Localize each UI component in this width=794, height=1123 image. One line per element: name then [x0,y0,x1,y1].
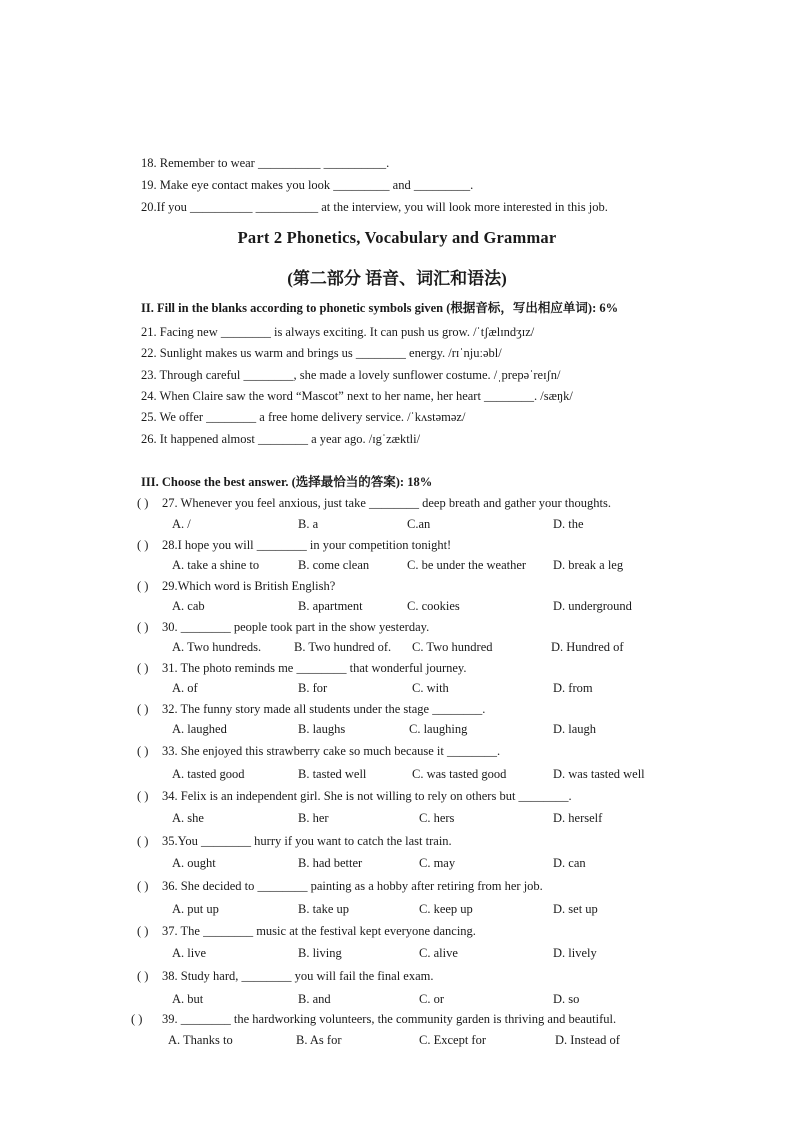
question-30-option-c: C. Two hundred [412,640,493,654]
answer-bracket: ( ) [137,879,149,893]
question-28-option-a: A. take a shine to [172,558,260,572]
answer-bracket: ( ) [137,744,149,758]
question-29-option-d: D. underground [553,599,632,613]
question-36-stem: 36. She decided to ________ painting as a hobby after retiring from her job. [162,879,543,893]
question-39-option-a: A. Thanks to [168,1033,233,1047]
question-37-option-b: B. living [298,946,342,960]
answer-bracket: ( ) [137,538,149,552]
question-33-option-d: D. was tasted well [553,767,645,781]
question-36-option-b: B. take up [298,902,350,916]
question-21: 21. Facing new ________ is always exciting. It can push us grow. /ˈtʃælɪndʒɪz/ [141,325,535,339]
question-30-stem: 30. ________ people took part in the show yesterday. [162,620,430,634]
question-31-stem: 31. The photo reminds me ________ that wonderful journey. [162,661,467,675]
question-26: 26. It happened almost ________ a year ago. /ɪgˈzæktli/ [141,432,421,446]
question-28-option-b: B. come clean [298,558,370,572]
question-35-option-c: C. may [419,856,456,870]
answer-bracket: ( ) [137,789,149,803]
answer-bracket: ( ) [137,702,149,716]
question-27-option-b: B. a [298,517,319,531]
question-30-option-b: B. Two hundred of. [294,640,392,654]
question-30-option-a: A. Two hundreds. [172,640,262,654]
question-29-option-a: A. cab [172,599,205,613]
question-28-stem: 28.I hope you will ________ in your competition tonight! [162,538,452,552]
question-27-option-d: D. the [553,517,584,531]
question-29-stem: 29.Which word is British English? [162,579,336,593]
question-38-option-b: B. and [298,992,331,1006]
question-30-option-d: D. Hundred of [551,640,624,654]
question-36-option-d: D. set up [553,902,598,916]
question-37-option-c: C. alive [419,946,458,960]
question-25: 25. We offer ________ a free home delivery service. /ˈkʌstəməz/ [141,410,466,424]
question-38-stem: 38. Study hard, ________ you will fail the final exam. [162,969,434,983]
question-36-option-c: C. keep up [419,902,473,916]
question-18: 18. Remember to wear __________ __________. [141,156,390,170]
question-37-stem: 37. The ________ music at the festival kept everyone dancing. [162,924,476,938]
answer-bracket: ( ) [137,620,149,634]
section2-heading: II. Fill in the blanks according to phonetic symbols given (根据音标，写出相应单词): 6% [141,301,619,315]
question-38-option-d: D. so [553,992,580,1006]
question-35-option-d: D. can [553,856,586,870]
question-33-option-a: A. tasted good [172,767,245,781]
question-22: 22. Sunlight makes us warm and brings us ________ energy. /rɪˈnjuːəbl/ [141,346,502,360]
part2-subtitle: (第二部分 语音、词汇和语法) [287,269,507,288]
question-33-option-c: C. was tasted good [412,767,507,781]
answer-bracket: ( ) [137,834,149,848]
question-34-option-c: C. hers [419,811,455,825]
question-33-option-b: B. tasted well [298,767,367,781]
question-33-stem: 33. She enjoyed this strawberry cake so much because it ________. [162,744,501,758]
question-29-option-b: B. apartment [298,599,363,613]
answer-bracket: ( ) [137,496,149,510]
question-36-option-a: A. put up [172,902,219,916]
section3-heading: III. Choose the best answer. (选择最恰当的答案): 18% [141,475,433,489]
question-19: 19. Make eye contact makes you look _________ and _________. [141,178,474,192]
question-31-option-d: D. from [553,681,593,695]
question-29-option-c: C. cookies [407,599,460,613]
question-23: 23. Through careful ________, she made a lovely sunflower costume. /ˌprepəˈreɪʃn/ [141,368,561,382]
question-38-option-a: A. but [172,992,204,1006]
question-35-stem: 35.You ________ hurry if you want to catch the last train. [162,834,452,848]
question-28-option-d: D. break a leg [553,558,624,572]
question-35-option-b: B. had better [298,856,363,870]
question-38-option-c: C. or [419,992,444,1006]
answer-bracket: ( ) [137,661,149,675]
question-39-option-c: C. Except for [419,1033,486,1047]
question-28-option-c: C. be under the weather [407,558,527,572]
question-32-option-d: D. laugh [553,722,597,736]
question-20: 20.If you __________ __________ at the interview, you will look more interested in this job. [141,200,608,214]
question-37-option-d: D. lively [553,946,597,960]
question-24: 24. When Claire saw the word “Mascot” next to her name, her heart ________. /sæŋk/ [141,389,573,403]
question-32-option-b: B. laughs [298,722,346,736]
question-31-option-c: C. with [412,681,449,695]
part2-title: Part 2 Phonetics, Vocabulary and Grammar [237,228,557,247]
question-31-option-b: B. for [298,681,328,695]
answer-bracket: ( ) [137,924,149,938]
question-34-stem: 34. Felix is an independent girl. She is not willing to rely on others but ________. [162,789,572,803]
question-27-option-a: A. / [172,517,191,531]
question-32-option-c: C. laughing [409,722,468,736]
question-34-option-d: D. herself [553,811,603,825]
question-39-stem: 39. ________ the hardworking volunteers, the community garden is thriving and beautiful. [162,1012,617,1026]
question-34-option-b: B. her [298,811,329,825]
question-27-stem: 27. Whenever you feel anxious, just take ________ deep breath and gather your thoughts. [162,496,611,510]
question-27-option-c: C.an [407,517,431,531]
question-34-option-a: A. she [172,811,204,825]
question-32-stem: 32. The funny story made all students under the stage ________. [162,702,486,716]
answer-bracket: ( ) [137,579,149,593]
question-37-option-a: A. live [172,946,207,960]
question-39-option-d: D. Instead of [555,1033,620,1047]
answer-bracket: ( ) [131,1012,143,1026]
answer-bracket: ( ) [137,969,149,983]
question-31-option-a: A. of [172,681,198,695]
question-35-option-a: A. ought [172,856,216,870]
question-32-option-a: A. laughed [172,722,227,736]
question-39-option-b: B. As for [296,1033,342,1047]
